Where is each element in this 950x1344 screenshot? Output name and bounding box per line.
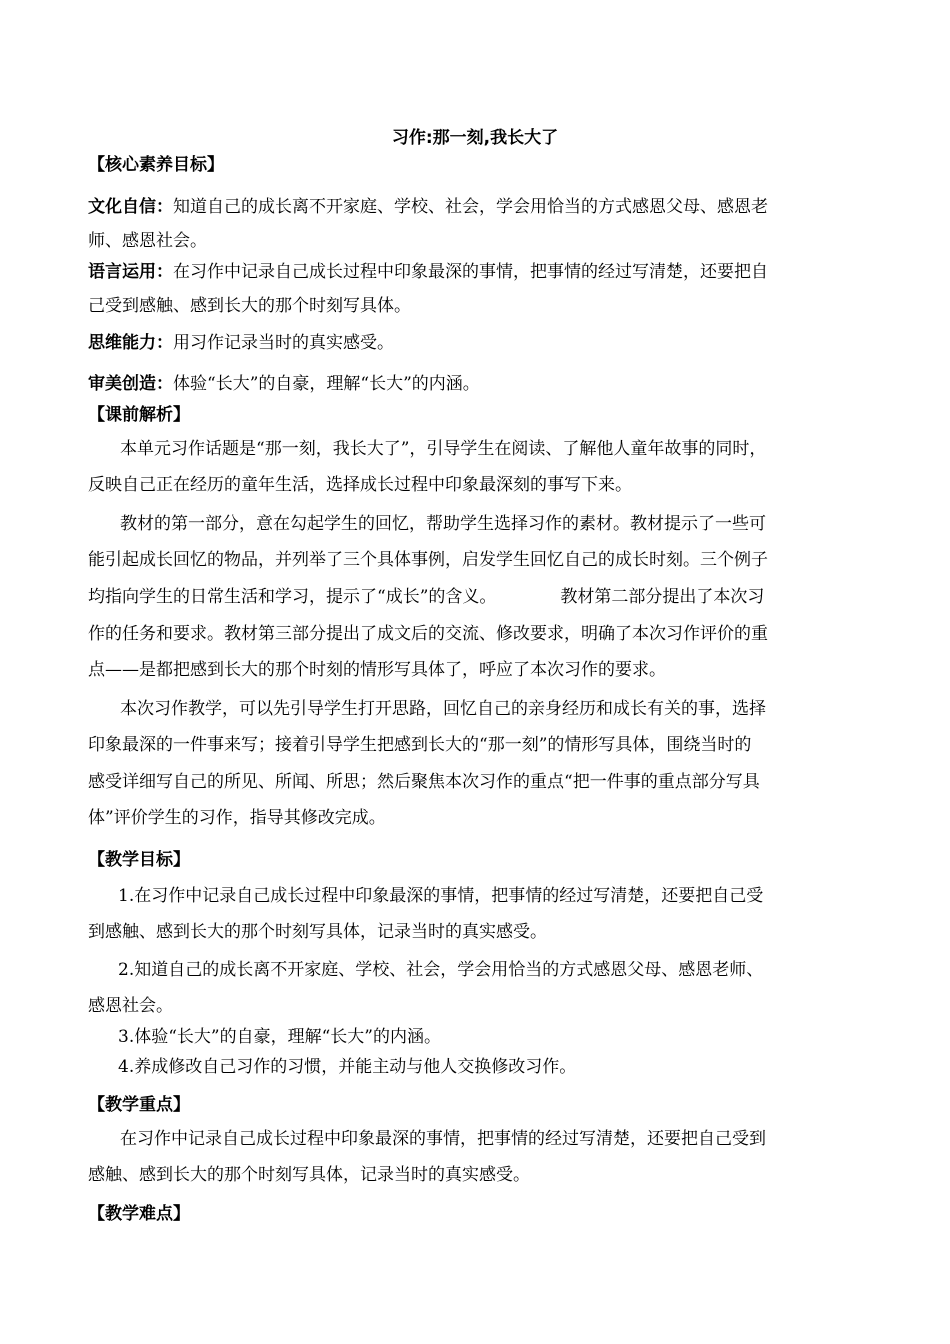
core-thinking-line [88, 331, 878, 355]
core-culture-line-2: 师、感恩社会。 [88, 231, 207, 251]
analysis-p3-line-1: 本次习作教学，可以先引导学生打开思路，回忆自己的亲身经历和成长有关的事，选择 [120, 699, 766, 719]
core-culture-label: 文化自信： [88, 197, 173, 217]
heading-teaching-key: 【教学重点】 [88, 1095, 190, 1115]
analysis-p2-line-3 [88, 585, 878, 609]
key-line-2: 感触、感到长大的那个时刻写具体，记录当时的真实感受。 [88, 1165, 530, 1185]
heading-core-goals: 【核心素养目标】 [88, 155, 224, 175]
core-aesthetic-line [88, 372, 878, 396]
analysis-p3-line-2: 印象最深的一件事来写；接着引导学生把感到长大的“那一刻”的情形写具体，围绕当时的 [88, 735, 752, 755]
core-culture-text: 知道自己的成长离不开家庭、学校、社会，学会用恰当的方式感恩父母、感恩老 [173, 197, 768, 217]
analysis-p1-line-2: 反映自己正在经历的童年生活，选择成长过程中印象最深刻的事写下来。 [88, 475, 632, 495]
core-language-line-1 [88, 260, 878, 284]
analysis-p2-line-3a: 均指向学生的日常生活和学习，提示了“成长”的含义。 [88, 587, 497, 607]
goal-2-line-2: 感恩社会。 [88, 996, 173, 1016]
analysis-p2-line-3b: 教材第二部分提出了本次习 [560, 587, 765, 607]
core-thinking-label: 思维能力： [88, 333, 173, 353]
heading-analysis: 【课前解析】 [88, 405, 190, 425]
core-language-line-2: 己受到感触、感到长大的那个时刻写具体。 [88, 296, 411, 316]
goal-2-line-1: 2.知道自己的成长离不开家庭、学校、社会，学会用恰当的方式感恩父母、感恩老师、 [118, 960, 764, 980]
core-thinking-text: 用习作记录当时的真实感受。 [173, 333, 394, 353]
analysis-p3-line-3: 感受详细写自己的所见、所闻、所思；然后聚焦本次习作的重点“把一件事的重点部分写具 [88, 772, 760, 792]
document-title: 习作:那一刻,我长大了 [391, 128, 559, 148]
goal-1-line-1: 1.在习作中记录自己成长过程中印象最深的事情，把事情的经过写清楚，还要把自己受 [118, 886, 764, 906]
core-aesthetic-label: 审美创造： [88, 374, 173, 394]
core-aesthetic-text: 体验“长大”的自豪，理解“长大”的内涵。 [173, 374, 480, 394]
core-culture-line-1 [88, 195, 878, 219]
key-line-1: 在习作中记录自己成长过程中印象最深的事情，把事情的经过写清楚，还要把自己受到 [120, 1129, 766, 1149]
goal-1-line-2: 到感触、感到长大的那个时刻写具体，记录当时的真实感受。 [88, 922, 547, 942]
heading-teaching-difficulty: 【教学难点】 [88, 1204, 190, 1224]
analysis-p2-line-2: 能引起成长回忆的物品，并列举了三个具体事例，启发学生回忆自己的成长时刻。三个例子 [88, 550, 768, 570]
core-language-label: 语言运用： [88, 262, 173, 282]
goal-3: 3.体验“长大”的自豪，理解“长大”的内涵。 [118, 1027, 441, 1047]
analysis-p2-line-5: 点——是都把感到长大的那个时刻的情形写具体了，呼应了本次习作的要求。 [88, 660, 666, 680]
core-language-text: 在习作中记录自己成长过程中印象最深的事情，把事情的经过写清楚，还要把自 [173, 262, 768, 282]
analysis-p2-line-4: 作的任务和要求。教材第三部分提出了成文后的交流、修改要求，明确了本次习作评价的重 [88, 624, 768, 644]
heading-teaching-goals: 【教学目标】 [88, 850, 190, 870]
analysis-p3-line-4: 体”评价学生的习作，指导其修改完成。 [88, 808, 386, 828]
analysis-p1-line-1: 本单元习作话题是“那一刻，我长大了”，引导学生在阅读、了解他人童年故事的同时， [120, 439, 767, 459]
analysis-p2-line-1: 教材的第一部分，意在勾起学生的回忆，帮助学生选择习作的素材。教材提示了一些可 [120, 514, 766, 534]
goal-4: 4.养成修改自己习作的习惯，并能主动与他人交换修改习作。 [118, 1057, 577, 1077]
